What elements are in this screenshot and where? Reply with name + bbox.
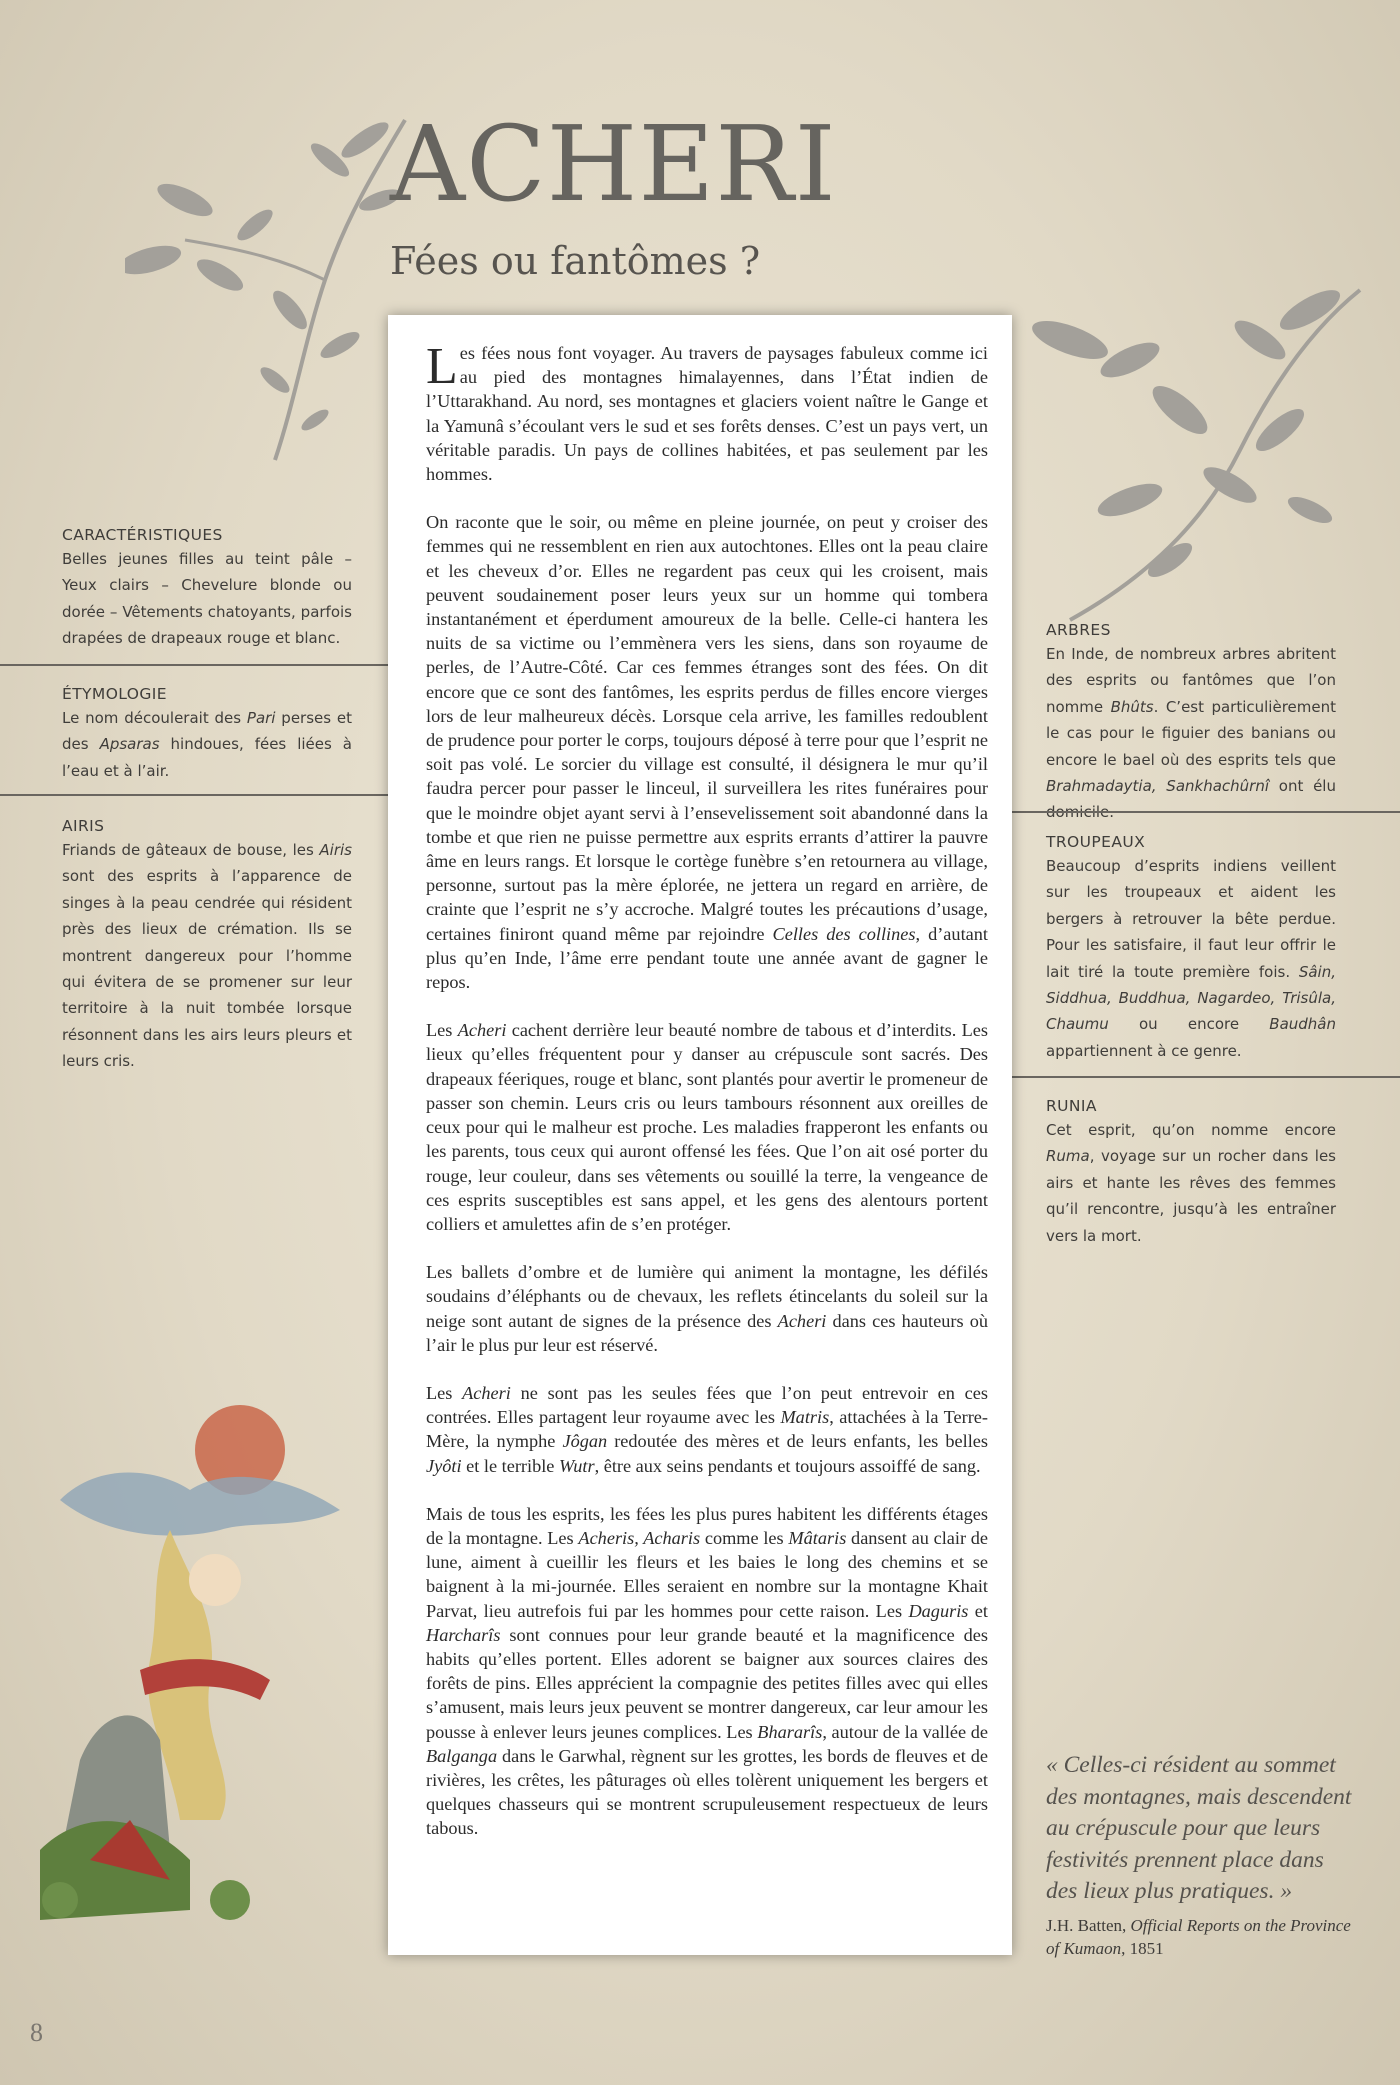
divider [1012, 1076, 1400, 1078]
sidebar-runia [1046, 1095, 1336, 1249]
page-subtitle: Fées ou fantômes ? [390, 239, 761, 283]
paragraph: Les Acheri ne sont pas les seules fées que l’on peut entrevoir en ces contrées. Elles partagent leur royaume avec les Matris, attachées à la Terre-Mère, la nymphe Jôgan redoutée des mères et de leurs enfants, les belles Jyôti et le terrible Wutr, être aux seins pendants et toujours assoiffé de sang. [426, 1382, 989, 1476]
divider [0, 794, 388, 796]
sidebar-etymology [62, 683, 352, 784]
main-article [388, 315, 1012, 1955]
sidebar-troupeaux [1046, 831, 1336, 1064]
page-number: 8 [30, 2018, 43, 2047]
section-heading: TROUPEAUX [1046, 833, 1146, 851]
section-heading: ÉTYMOLOGIE [62, 685, 167, 703]
leaf-branch-illustration [1010, 270, 1370, 640]
paragraph: Mais de tous les esprits, les fées les plus pures habitent les différents étages de la montagne. Les Acheris, Acharis comme les Mâtaris dansent au clair de lune, aiment à cueillir les fleurs et les baies le long des chemins et se baignent à la mi-journée. Elles seraient en nombre sur la montagne Khait Parvat, lieu autrefois fui par les hommes pour cette raison. Les Daguris et Harcharîs sont connues pour leur grande beauté et la magnificence des habits qu’elles portent. Elles adorent se baigner aux sources claires des forêts de pins. Elles apprécient la compagnie des petites filles avec qui elles s’amusent, mais leurs jeux peuvent se montrer dangereux, car leur amour les pousse à enlever leurs jeunes complices. Les Bhararîs, autour de la vallée de Balganga dans le Garwhal, règnent sur les grottes, les bords de fleuves et de rivières, les crêtes, les pâturages où elles tolèrent uniquement les bergers et quelques chasseurs qui se montrent scrupuleusement respectueux de leurs tabous. [426, 1503, 989, 1839]
section-heading: CARACTÉRISTIQUES [62, 526, 223, 544]
paragraph: On raconte que le soir, ou même en pleine journée, on peut y croiser des femmes qui ne ressemblent en rien aux autochtones. Elles ont la peau claire et les cheveux d’or. Elles ne regardent pas ceux qui les croisent, mais peuvent soudainement poser leurs yeux sur un homme qui tombera instantanément et éperdument amoureux de la belle. Celle-ci hantera les nuits de sa victime ou l’emmènera vers les siens, dans son royaume de perles, de l’Autre-Côté. Car ces femmes étranges sont des fées. On dit encore que ce sont des fantômes, les esprits perdus de filles encore vierges lors de leur malheureux décès. Lorsque cela arrive, les familles redoublent de prudence pour porter le corps, toujours déposé à terre pour que l’esprit ne soit pas volé. Le sorcier du village est consulté, il désignera le mur qu’il faudra percer pour passer le linceul, il surveillera les rites funéraires pour que le moindre objet ayant servi à l’ensevelissement soit abandonné dans la tombe et que rien ne puisse permettre aux esprits errants d’attirer la pauvre âme en leurs rangs. Et lorsque le cortège funèbre s’en retournera au village, personne, surtout pas la mère éplorée, ne jettera un regard en arrière, de crainte que l’esprit ne s’y accroche. Malgré toutes les précautions d’usage, certaines finiront quand même par rejoindre Celles des collines, d’autant plus qu’en Inde, l’âme erre pendant toute une année avant de gagner le repos. [426, 512, 988, 993]
sidebar-airis [62, 815, 352, 1075]
section-text: Friands de gâteaux de bouse, les Airis sont des esprits à l’apparence de singes à la peau cendrée qui résident près des lieux de crémation. Ils se montrent dangereux pour l’homme qui évitera de se promener sur leur territoire à la nuit tombée lorsque résonnent dans les airs leurs pleurs et leurs cris. [62, 841, 352, 1071]
paragraph: Les ballets d’ombre et de lumière qui animent la montagne, les défilés soudains d’éléphants ou de chevaux, les reflets étincelants du soleil sur la neige sont autant de signes de la présence des Acheri dans ces hauteurs où l’air le plus pur leur est réservé. [426, 1262, 988, 1355]
dropcap: L [426, 338, 458, 395]
section-heading: RUNIA [1046, 1097, 1097, 1115]
divider [0, 664, 388, 666]
section-text: Belles jeunes filles au teint pâle – Yeux clairs – Chevelure blonde ou dorée – Vêtements chatoyants, parfois drapées de drapeaux rouge et blanc. [62, 550, 352, 648]
section-text: Cet esprit, qu’on nomme encore Ruma, voyage sur un rocher dans les airs et hante les rêves des femmes qu’il rencontre, jusqu’à les entraîner vers la mort. [1046, 1121, 1336, 1245]
divider [1012, 811, 1400, 813]
paragraph: Les Acheri cachent derrière leur beauté nombre de tabous et d’interdits. Les lieux qu’elles fréquentent pour y danser au crépuscule sont sacrés. Des drapeaux féeriques, rouge et blanc, sont plantés pour avertir le promeneur de passer son chemin. Leurs cris ou leurs tambours résonnent aux oreilles de ceux pour qui le malheur est proche. Les maladies frapperont les enfants ou les parents, tous ceux qui auront offensé les fées. Que l’on ait osé porter du rouge, leur couleur, dans ses vêtements ou souillé la terre, la vengeance de ces esprits susceptibles est sans appel, et les gens des alentours portent colliers et amulettes afin de s’en protéger. [426, 1020, 989, 1234]
sidebar-arbres [1046, 619, 1336, 826]
section-text: Le nom découlerait des Pari perses et des Apsaras hindoues, fées liées à l’eau et à l’air. [62, 709, 352, 780]
leaf-branch-illustration [125, 100, 425, 470]
page-title: ACHERI [390, 103, 837, 225]
pull-quote: « Celles-ci résident au sommet des montagnes, mais descendent au crépuscule pour que leurs festivités prennent place dans des lieux plus pratiques. » [1046, 1752, 1352, 1904]
section-heading: ARBRES [1046, 621, 1111, 639]
section-text: En Inde, de nombreux arbres abritent des esprits ou fantômes que l’on nomme Bhûts. C’est particulièrement le cas pour le figuier des banians ou encore le bael où des esprits tels que Brahmadaytia, Sankhachûrnî ont élu [1046, 645, 1336, 796]
section-heading: AIRIS [62, 817, 105, 835]
section-text: Beaucoup d’esprits indiens veillent sur les troupeaux et aident les bergers à retrouver la bête perdue. Pour les satisfaire, il faut leur offrir le lait tiré la toute première fois. Sâin, Siddhua, Buddhua, Nagardeo, Trisûla, Chaumu ou encore Baudhân appartiennent à ce genre. [1046, 857, 1336, 1060]
quote-citation: J.H. Batten, Official Reports on the Province of Kumaon, 1851 [1046, 1916, 1351, 1958]
sidebar-characteristics [62, 524, 352, 652]
paragraph: Les fées nous font voyager. Au travers de paysages fabuleux comme ici au pied des montagnes himalayennes, dans l’État indien de l’Uttarakhand. Au nord, ses montagnes et glaciers voient naître le Gange et la Yamunâ s’écoulant vers le sud et ses forêts denses. C’est un pays vert, un véritable paradis. Un pays de collines habitées, et pas seulement par les hommes. [426, 338, 988, 485]
fairy-illustration [20, 1380, 380, 1940]
